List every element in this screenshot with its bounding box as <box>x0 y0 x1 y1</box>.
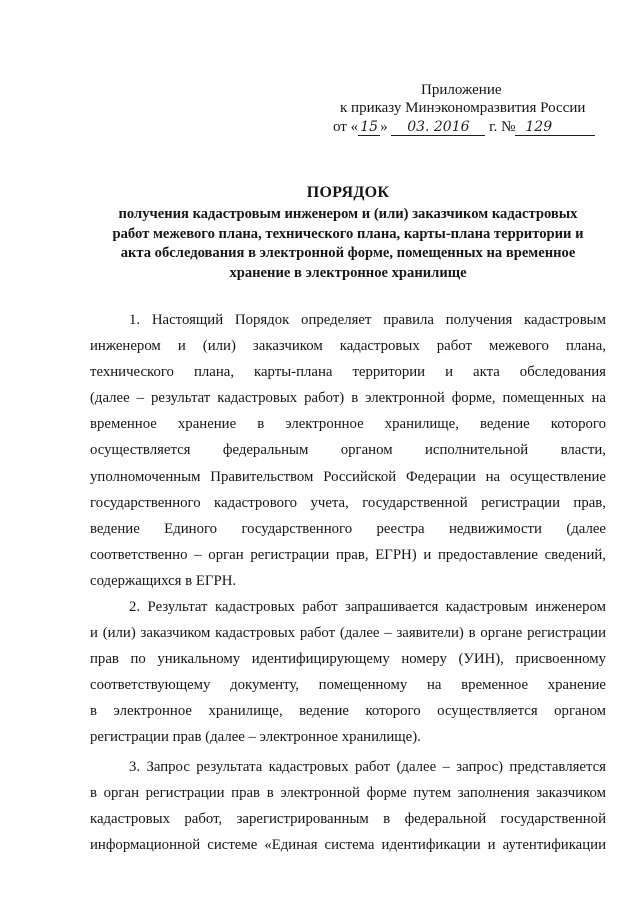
paragraph-3 <box>90 754 606 858</box>
paragraph-line: 3. Запрос результата кадастровых работ (далее – запрос) представляется <box>129 759 606 775</box>
paragraph-line: содержащихся в ЕГРН. <box>90 572 237 589</box>
paragraph-line: (далее – результат кадастровых работ) в электронной форме, помещенных на <box>90 390 606 407</box>
paragraph-line: осуществляется федеральным органом исполнительной власти, <box>90 442 606 459</box>
paragraph-line: в орган регистрации прав в электронной форме путем заполнения заказчиком <box>90 785 606 802</box>
date-prefix: от « <box>333 119 359 135</box>
paragraph-line: регистрации прав (далее – электронное хранилище). <box>90 729 421 746</box>
paragraph-1 <box>90 307 606 594</box>
date-day-close: » <box>380 119 388 135</box>
appendix-label: Приложение <box>421 82 502 98</box>
paragraph-line: и (или) заказчиком кадастровых работ (далее – заявители) в органе регистрации <box>90 625 606 642</box>
order-number-label: г. № <box>489 119 516 135</box>
subtitle-line: получения кадастровым инженером и (или) заказчиком кадастровых <box>118 206 578 222</box>
document-title: ПОРЯДОК <box>306 184 390 201</box>
paragraph-line: соответственно – орган регистрации прав, ЕГРН) и предоставление сведений, <box>90 546 606 563</box>
paragraph-line: инженером и (или) заказчиком кадастровых работ межевого плана, <box>90 338 606 355</box>
paragraph-line: соответствующему документу, помещенному на временное хранение <box>90 677 606 694</box>
paragraph-line: технического плана, карты-плана территории и акта обследования <box>90 364 606 381</box>
order-date-line <box>333 118 595 137</box>
paragraph-line: информационной системе «Единая система идентификации и аутентификации <box>90 837 606 854</box>
paragraph-2 <box>90 594 606 751</box>
document-subtitle <box>90 205 606 284</box>
order-reference: к приказу Минэкономразвития России <box>340 100 586 116</box>
paragraph-line: в электронное хранилище, ведение которого осуществляется органом <box>90 703 606 720</box>
paragraph-line: 2. Результат кадастровых работ запрашивается кадастровым инженером <box>129 599 606 615</box>
paragraph-line: ведение Единого государственного реестра недвижимости (далее <box>90 520 606 537</box>
paragraph-line: государственного кадастрового учета, государственной регистрации прав, <box>90 494 606 511</box>
subtitle-line: хранение в электронное хранилище <box>229 265 467 282</box>
handwritten-date-day: 15 <box>358 119 380 136</box>
subtitle-line: акта обследования в электронной форме, помещенных на временное <box>120 245 576 262</box>
paragraph-line: уполномоченным Правительством Российской Федерации на осуществление <box>90 468 606 485</box>
handwritten-order-number: 129 <box>515 119 595 136</box>
paragraph-line: кадастровых работ, зарегистрированным в федеральной государственной <box>90 811 606 828</box>
handwritten-date-month-year: 03. 2016 <box>391 119 485 136</box>
paragraph-line: прав по уникальному идентифицирующему номеру (УИН), присвоенному <box>90 651 606 668</box>
subtitle-line: работ межевого плана, технического плана, карты-плана территории и <box>112 225 584 242</box>
paragraph-line: 1. Настоящий Порядок определяет правила получения кадастровым <box>129 312 606 328</box>
paragraph-line: временное хранение в электронное хранилище, ведение которого <box>90 416 606 433</box>
